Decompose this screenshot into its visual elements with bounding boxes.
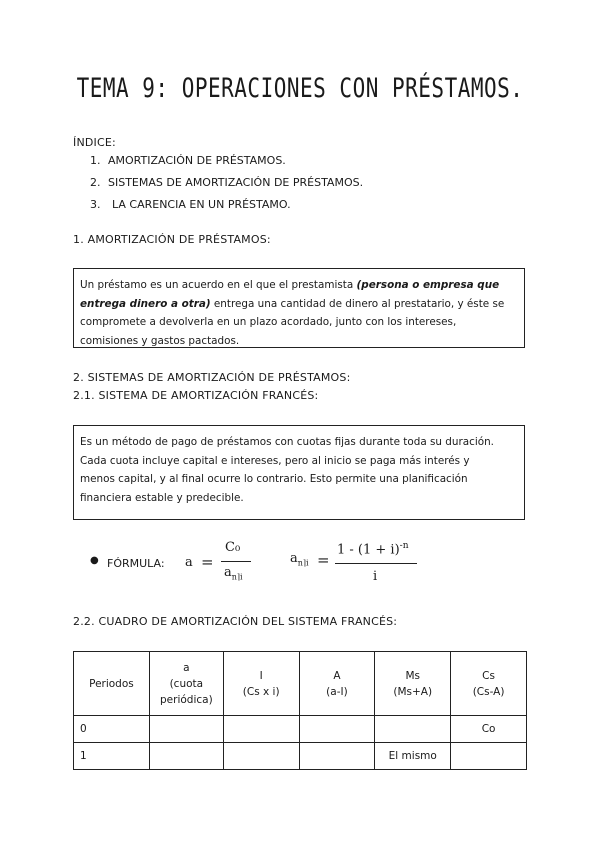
table-cell xyxy=(223,716,299,743)
french-system-line: Cada cuota incluye capital e intereses, pero al inicio se paga más interés y xyxy=(80,454,470,467)
table-cell: El mismo xyxy=(375,743,451,770)
formula2-numerator: $1 - (1 + i)^{-n}$ xyxy=(337,541,409,558)
index-item xyxy=(90,176,363,198)
french-system-line: Es un método de pago de préstamos con cuotas fijas durante toda su duración. xyxy=(80,436,494,448)
table-cell: 1 xyxy=(74,743,150,770)
index-item-label: AMORTIZACIÓN DE PRÉSTAMOS. xyxy=(108,154,286,167)
formula2-lhs: $a_{n⌉i}$ xyxy=(290,551,309,568)
definition-emphasis: entrega dinero a otra) xyxy=(80,297,211,310)
table-cell xyxy=(149,716,223,743)
header-cs: Cs (Cs-A) xyxy=(451,652,527,716)
header-periodos: Periodos xyxy=(74,652,150,716)
table-cell: Co xyxy=(451,716,527,743)
definition-line: Un préstamo es un acuerdo en el que el prestamista (persona o empresa que xyxy=(80,279,500,291)
formula2-equals: = xyxy=(317,551,330,569)
formula1-fraction-bar xyxy=(221,561,251,562)
formula-row xyxy=(85,537,445,587)
formula1-numerator: C₀ xyxy=(225,540,241,555)
table-cell xyxy=(223,743,299,770)
index-item-label: SISTEMAS DE AMORTIZACIÓN DE PRÉSTAMOS. xyxy=(108,176,364,189)
table-header-row xyxy=(74,652,527,716)
definition-line: entrega dinero a otra) entrega una cantidad de dinero al prestatario, y éste se xyxy=(80,297,505,310)
header-intereses: I (Cs x i) xyxy=(223,652,299,716)
table-cell xyxy=(299,716,375,743)
formula1-denominator: $a_{n⌉i}$ xyxy=(224,565,243,582)
table-cell xyxy=(149,743,223,770)
section2-1-heading: 2.1. SISTEMA DE AMORTIZACIÓN FRANCÉS: xyxy=(73,389,319,402)
bullet-icon: ● xyxy=(90,555,99,566)
definition-line: comisiones y gastos pactados. xyxy=(80,334,240,347)
section1-heading: 1. AMORTIZACIÓN DE PRÉSTAMOS: xyxy=(73,233,271,246)
page-title: TEMA 9: OPERACIONES CON PRÉSTAMOS. xyxy=(76,73,524,103)
formula1-lhs: a xyxy=(185,555,193,570)
french-system-box xyxy=(73,425,525,520)
amortization-table xyxy=(73,651,527,770)
definition-line: compromete a devolverla en un plazo acordado, junto con los intereses, xyxy=(80,316,457,328)
french-system-line: menos capital, y al final ocurre lo contrario. Esto permite una planificación xyxy=(80,473,468,485)
table-row xyxy=(74,716,527,743)
formula-label: FÓRMULA: xyxy=(107,557,165,570)
index-item-number: 3. xyxy=(90,198,101,211)
table-cell: 0 xyxy=(74,716,150,743)
formula2-denominator: i xyxy=(373,569,378,584)
section2-2-heading: 2.2. CUADRO DE AMORTIZACIÓN DEL SISTEMA FRANCÉS: xyxy=(73,615,398,628)
table-cell xyxy=(451,743,527,770)
index-item xyxy=(90,198,363,220)
index-heading: ÍNDICE: xyxy=(73,136,116,149)
definition-box xyxy=(73,268,525,348)
index-item-number: 1. xyxy=(90,154,101,167)
table-cell xyxy=(299,743,375,770)
index-item-number: 2. xyxy=(90,176,101,189)
index-item xyxy=(90,154,363,176)
header-cuota: a (cuota periódica) xyxy=(149,652,223,716)
header-amortizacion: A (a-I) xyxy=(299,652,375,716)
formula2-fraction-bar xyxy=(335,563,417,564)
header-ms: Ms (Ms+A) xyxy=(375,652,451,716)
table-cell xyxy=(375,716,451,743)
index-list xyxy=(90,154,363,220)
section2-heading: 2. SISTEMAS DE AMORTIZACIÓN DE PRÉSTAMOS: xyxy=(73,371,351,384)
table-row xyxy=(74,743,527,770)
formula1-equals: = xyxy=(201,553,214,571)
french-system-line: financiera estable y predecible. xyxy=(80,491,244,504)
definition-emphasis: (persona o empresa que xyxy=(356,279,500,291)
index-item-label: LA CARENCIA EN UN PRÉSTAMO. xyxy=(112,198,291,211)
